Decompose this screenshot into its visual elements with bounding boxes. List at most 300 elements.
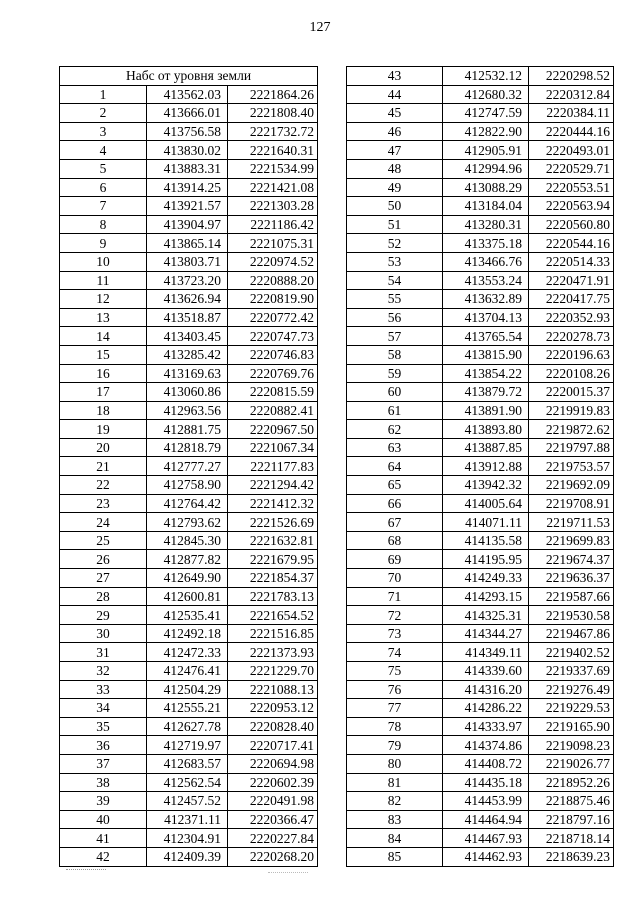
y-coordinate-cell: 2220108.26 — [529, 364, 614, 383]
y-coordinate-cell: 2220772.42 — [228, 308, 318, 327]
point-number-cell: 38 — [60, 773, 147, 792]
y-coordinate-cell: 2220544.16 — [529, 234, 614, 253]
x-coordinate-cell: 414316.20 — [443, 680, 529, 699]
table-row — [347, 810, 614, 829]
y-coordinate-cell: 2220493.01 — [529, 141, 614, 160]
x-coordinate-cell: 413883.31 — [147, 159, 228, 178]
y-coordinate-cell: 2220352.93 — [529, 308, 614, 327]
table-row — [347, 67, 614, 86]
table-row — [60, 85, 318, 104]
table-row — [347, 271, 614, 290]
y-coordinate-cell: 2220815.59 — [228, 383, 318, 402]
x-coordinate-cell: 413466.76 — [443, 252, 529, 271]
x-coordinate-cell: 413666.01 — [147, 104, 228, 123]
x-coordinate-cell: 413815.90 — [443, 345, 529, 364]
point-number-cell: 41 — [60, 829, 147, 848]
point-number-cell: 47 — [347, 141, 443, 160]
x-coordinate-cell: 413830.02 — [147, 141, 228, 160]
point-number-cell: 73 — [347, 624, 443, 643]
y-coordinate-cell: 2219711.53 — [529, 513, 614, 532]
point-number-cell: 27 — [60, 569, 147, 588]
x-coordinate-cell: 414349.11 — [443, 643, 529, 662]
x-coordinate-cell: 412905.91 — [443, 141, 529, 160]
x-coordinate-cell: 414467.93 — [443, 829, 529, 848]
table-row — [347, 494, 614, 513]
point-number-cell: 65 — [347, 476, 443, 495]
table-row — [347, 531, 614, 550]
table-row — [347, 85, 614, 104]
point-number-cell: 49 — [347, 178, 443, 197]
table-row — [60, 364, 318, 383]
table-row — [60, 178, 318, 197]
x-coordinate-cell: 412409.39 — [147, 847, 228, 866]
x-coordinate-cell: 412535.41 — [147, 606, 228, 625]
table-row — [347, 699, 614, 718]
table-row — [347, 754, 614, 773]
x-coordinate-cell: 412476.41 — [147, 662, 228, 681]
point-number-cell: 77 — [347, 699, 443, 718]
point-number-cell: 8 — [60, 215, 147, 234]
y-coordinate-cell: 2221421.08 — [228, 178, 318, 197]
point-number-cell: 5 — [60, 159, 147, 178]
y-coordinate-cell: 2218952.26 — [529, 773, 614, 792]
table-row — [347, 606, 614, 625]
y-coordinate-cell: 2220694.98 — [228, 754, 318, 773]
y-coordinate-cell: 2220560.80 — [529, 215, 614, 234]
x-coordinate-cell: 412457.52 — [147, 792, 228, 811]
x-coordinate-cell: 412777.27 — [147, 457, 228, 476]
table-row — [347, 717, 614, 736]
x-coordinate-cell: 412371.11 — [147, 810, 228, 829]
y-coordinate-cell: 2219753.57 — [529, 457, 614, 476]
footer-mark — [66, 869, 106, 870]
y-coordinate-cell: 2221534.99 — [228, 159, 318, 178]
y-coordinate-cell: 2220563.94 — [529, 197, 614, 216]
x-coordinate-cell: 413184.04 — [443, 197, 529, 216]
table-row — [347, 420, 614, 439]
point-number-cell: 17 — [60, 383, 147, 402]
table-row — [347, 736, 614, 755]
y-coordinate-cell: 2219026.77 — [529, 754, 614, 773]
table-row — [60, 252, 318, 271]
y-coordinate-cell: 2221864.26 — [228, 85, 318, 104]
point-number-cell: 39 — [60, 792, 147, 811]
x-coordinate-cell: 412680.32 — [443, 85, 529, 104]
y-coordinate-cell: 2220471.91 — [529, 271, 614, 290]
coordinates-table-left — [59, 66, 318, 867]
x-coordinate-cell: 414195.95 — [443, 550, 529, 569]
x-coordinate-cell: 413723.20 — [147, 271, 228, 290]
y-coordinate-cell: 2220227.84 — [228, 829, 318, 848]
x-coordinate-cell: 413887.85 — [443, 438, 529, 457]
point-number-cell: 55 — [347, 290, 443, 309]
x-coordinate-cell: 414453.99 — [443, 792, 529, 811]
table-row — [60, 438, 318, 457]
x-coordinate-cell: 412627.78 — [147, 717, 228, 736]
point-number-cell: 35 — [60, 717, 147, 736]
table-row — [347, 662, 614, 681]
table-row — [60, 141, 318, 160]
y-coordinate-cell: 2220312.84 — [529, 85, 614, 104]
y-coordinate-cell: 2220196.63 — [529, 345, 614, 364]
point-number-cell: 56 — [347, 308, 443, 327]
y-coordinate-cell: 2220553.51 — [529, 178, 614, 197]
x-coordinate-cell: 413879.72 — [443, 383, 529, 402]
y-coordinate-cell: 2220746.83 — [228, 345, 318, 364]
y-coordinate-cell: 2220298.52 — [529, 67, 614, 86]
point-number-cell: 31 — [60, 643, 147, 662]
point-number-cell: 11 — [60, 271, 147, 290]
table-row — [60, 327, 318, 346]
x-coordinate-cell: 412994.96 — [443, 159, 529, 178]
point-number-cell: 61 — [347, 401, 443, 420]
y-coordinate-cell: 2219708.91 — [529, 494, 614, 513]
point-number-cell: 62 — [347, 420, 443, 439]
y-coordinate-cell: 2219165.90 — [529, 717, 614, 736]
point-number-cell: 46 — [347, 122, 443, 141]
table-row — [60, 383, 318, 402]
point-number-cell: 24 — [60, 513, 147, 532]
point-number-cell: 71 — [347, 587, 443, 606]
point-number-cell: 68 — [347, 531, 443, 550]
x-coordinate-cell: 412881.75 — [147, 420, 228, 439]
point-number-cell: 7 — [60, 197, 147, 216]
table-header: Набс от уровня земли — [60, 67, 318, 86]
table-row — [60, 531, 318, 550]
point-number-cell: 33 — [60, 680, 147, 699]
point-number-cell: 79 — [347, 736, 443, 755]
y-coordinate-cell: 2219636.37 — [529, 569, 614, 588]
y-coordinate-cell: 2220974.52 — [228, 252, 318, 271]
table-row — [60, 457, 318, 476]
point-number-cell: 54 — [347, 271, 443, 290]
table-row — [60, 624, 318, 643]
point-number-cell: 42 — [60, 847, 147, 866]
point-number-cell: 81 — [347, 773, 443, 792]
table-row — [347, 364, 614, 383]
y-coordinate-cell: 2221854.37 — [228, 569, 318, 588]
point-number-cell: 4 — [60, 141, 147, 160]
point-number-cell: 22 — [60, 476, 147, 495]
point-number-cell: 82 — [347, 792, 443, 811]
table-row — [347, 438, 614, 457]
x-coordinate-cell: 414293.15 — [443, 587, 529, 606]
x-coordinate-cell: 414135.58 — [443, 531, 529, 550]
point-number-cell: 67 — [347, 513, 443, 532]
y-coordinate-cell: 2219530.58 — [529, 606, 614, 625]
y-coordinate-cell: 2220514.33 — [529, 252, 614, 271]
point-number-cell: 64 — [347, 457, 443, 476]
y-coordinate-cell: 2221303.28 — [228, 197, 318, 216]
point-number-cell: 12 — [60, 290, 147, 309]
table-row — [60, 810, 318, 829]
point-number-cell: 48 — [347, 159, 443, 178]
y-coordinate-cell: 2219587.66 — [529, 587, 614, 606]
table-row — [60, 234, 318, 253]
x-coordinate-cell: 413518.87 — [147, 308, 228, 327]
x-coordinate-cell: 413942.32 — [443, 476, 529, 495]
y-coordinate-cell: 2220278.73 — [529, 327, 614, 346]
x-coordinate-cell: 412845.30 — [147, 531, 228, 550]
table-row — [60, 754, 318, 773]
point-number-cell: 59 — [347, 364, 443, 383]
point-number-cell: 10 — [60, 252, 147, 271]
x-coordinate-cell: 413921.57 — [147, 197, 228, 216]
table-row — [60, 847, 318, 866]
point-number-cell: 3 — [60, 122, 147, 141]
y-coordinate-cell: 2221783.13 — [228, 587, 318, 606]
table-row — [347, 829, 614, 848]
point-number-cell: 44 — [347, 85, 443, 104]
x-coordinate-cell: 412793.62 — [147, 513, 228, 532]
x-coordinate-cell: 412963.56 — [147, 401, 228, 420]
footer-mark — [268, 872, 308, 873]
x-coordinate-cell: 412877.82 — [147, 550, 228, 569]
x-coordinate-cell: 414286.22 — [443, 699, 529, 718]
y-coordinate-cell: 2221732.72 — [228, 122, 318, 141]
x-coordinate-cell: 412472.33 — [147, 643, 228, 662]
y-coordinate-cell: 2219098.23 — [529, 736, 614, 755]
point-number-cell: 53 — [347, 252, 443, 271]
table-row — [60, 717, 318, 736]
y-coordinate-cell: 2221067.34 — [228, 438, 318, 457]
table-row — [60, 420, 318, 439]
table-row — [60, 104, 318, 123]
table-row — [347, 178, 614, 197]
page-number: 127 — [309, 20, 331, 35]
y-coordinate-cell: 2220417.75 — [529, 290, 614, 309]
x-coordinate-cell: 414005.64 — [443, 494, 529, 513]
table-row — [60, 513, 318, 532]
y-coordinate-cell: 2219337.69 — [529, 662, 614, 681]
y-coordinate-cell: 2220769.76 — [228, 364, 318, 383]
table-row — [60, 699, 318, 718]
y-coordinate-cell: 2221373.93 — [228, 643, 318, 662]
x-coordinate-cell: 412504.29 — [147, 680, 228, 699]
y-coordinate-cell: 2221679.95 — [228, 550, 318, 569]
point-number-cell: 84 — [347, 829, 443, 848]
table-row — [347, 141, 614, 160]
x-coordinate-cell: 413893.80 — [443, 420, 529, 439]
point-number-cell: 25 — [60, 531, 147, 550]
x-coordinate-cell: 414249.33 — [443, 569, 529, 588]
x-coordinate-cell: 412649.90 — [147, 569, 228, 588]
y-coordinate-cell: 2221186.42 — [228, 215, 318, 234]
x-coordinate-cell: 413891.90 — [443, 401, 529, 420]
table-row — [60, 494, 318, 513]
point-number-cell: 18 — [60, 401, 147, 420]
table-row — [347, 383, 614, 402]
x-coordinate-cell: 414344.27 — [443, 624, 529, 643]
table-row — [60, 197, 318, 216]
y-coordinate-cell: 2220882.41 — [228, 401, 318, 420]
x-coordinate-cell: 412822.90 — [443, 122, 529, 141]
point-number-cell: 83 — [347, 810, 443, 829]
point-number-cell: 2 — [60, 104, 147, 123]
table-row — [60, 401, 318, 420]
y-coordinate-cell: 2220529.71 — [529, 159, 614, 178]
y-coordinate-cell: 2221177.83 — [228, 457, 318, 476]
point-number-cell: 80 — [347, 754, 443, 773]
point-number-cell: 36 — [60, 736, 147, 755]
y-coordinate-cell: 2219797.88 — [529, 438, 614, 457]
y-coordinate-cell: 2220747.73 — [228, 327, 318, 346]
table-row — [60, 606, 318, 625]
y-coordinate-cell: 2220717.41 — [228, 736, 318, 755]
y-coordinate-cell: 2220366.47 — [228, 810, 318, 829]
table-row — [60, 643, 318, 662]
x-coordinate-cell: 412818.79 — [147, 438, 228, 457]
table-row — [347, 159, 614, 178]
table-row — [347, 513, 614, 532]
point-number-cell: 20 — [60, 438, 147, 457]
table-row — [60, 792, 318, 811]
y-coordinate-cell: 2219692.09 — [529, 476, 614, 495]
coordinates-table-right — [346, 66, 614, 867]
point-number-cell: 40 — [60, 810, 147, 829]
y-coordinate-cell: 2221516.85 — [228, 624, 318, 643]
x-coordinate-cell: 414462.93 — [443, 847, 529, 866]
y-coordinate-cell: 2220888.20 — [228, 271, 318, 290]
table-row — [347, 773, 614, 792]
x-coordinate-cell: 413803.71 — [147, 252, 228, 271]
x-coordinate-cell: 412492.18 — [147, 624, 228, 643]
x-coordinate-cell: 412532.12 — [443, 67, 529, 86]
y-coordinate-cell: 2221654.52 — [228, 606, 318, 625]
y-coordinate-cell: 2220491.98 — [228, 792, 318, 811]
point-number-cell: 14 — [60, 327, 147, 346]
y-coordinate-cell: 2218797.16 — [529, 810, 614, 829]
table-row — [60, 345, 318, 364]
table-row — [60, 680, 318, 699]
point-number-cell: 58 — [347, 345, 443, 364]
table-row — [60, 587, 318, 606]
y-coordinate-cell: 2219467.86 — [529, 624, 614, 643]
x-coordinate-cell: 413904.97 — [147, 215, 228, 234]
point-number-cell: 57 — [347, 327, 443, 346]
table-row — [347, 215, 614, 234]
y-coordinate-cell: 2220828.40 — [228, 717, 318, 736]
x-coordinate-cell: 414339.60 — [443, 662, 529, 681]
x-coordinate-cell: 413375.18 — [443, 234, 529, 253]
table-row — [347, 680, 614, 699]
point-number-cell: 26 — [60, 550, 147, 569]
table-row — [347, 197, 614, 216]
x-coordinate-cell: 412600.81 — [147, 587, 228, 606]
point-number-cell: 21 — [60, 457, 147, 476]
y-coordinate-cell: 2221632.81 — [228, 531, 318, 550]
y-coordinate-cell: 2220953.12 — [228, 699, 318, 718]
point-number-cell: 13 — [60, 308, 147, 327]
x-coordinate-cell: 413285.42 — [147, 345, 228, 364]
table-row — [347, 476, 614, 495]
point-number-cell: 43 — [347, 67, 443, 86]
y-coordinate-cell: 2219276.49 — [529, 680, 614, 699]
point-number-cell: 37 — [60, 754, 147, 773]
x-coordinate-cell: 412562.54 — [147, 773, 228, 792]
y-coordinate-cell: 2221808.40 — [228, 104, 318, 123]
point-number-cell: 72 — [347, 606, 443, 625]
y-coordinate-cell: 2220819.90 — [228, 290, 318, 309]
x-coordinate-cell: 413562.03 — [147, 85, 228, 104]
x-coordinate-cell: 413704.13 — [443, 308, 529, 327]
point-number-cell: 51 — [347, 215, 443, 234]
point-number-cell: 76 — [347, 680, 443, 699]
point-number-cell: 75 — [347, 662, 443, 681]
y-coordinate-cell: 2220602.39 — [228, 773, 318, 792]
point-number-cell: 23 — [60, 494, 147, 513]
table-row — [60, 829, 318, 848]
x-coordinate-cell: 413553.24 — [443, 271, 529, 290]
point-number-cell: 63 — [347, 438, 443, 457]
y-coordinate-cell: 2220967.50 — [228, 420, 318, 439]
point-number-cell: 52 — [347, 234, 443, 253]
table-row — [347, 290, 614, 309]
point-number-cell: 1 — [60, 85, 147, 104]
table-row — [60, 773, 318, 792]
table-row — [347, 847, 614, 866]
table-row — [347, 252, 614, 271]
table-row — [347, 587, 614, 606]
point-number-cell: 15 — [60, 345, 147, 364]
y-coordinate-cell: 2218875.46 — [529, 792, 614, 811]
table-row — [60, 122, 318, 141]
x-coordinate-cell: 412758.90 — [147, 476, 228, 495]
table-row — [60, 550, 318, 569]
x-coordinate-cell: 413914.25 — [147, 178, 228, 197]
x-coordinate-cell: 414333.97 — [443, 717, 529, 736]
y-coordinate-cell: 2221229.70 — [228, 662, 318, 681]
x-coordinate-cell: 413765.54 — [443, 327, 529, 346]
point-number-cell: 6 — [60, 178, 147, 197]
point-number-cell: 9 — [60, 234, 147, 253]
x-coordinate-cell: 414408.72 — [443, 754, 529, 773]
point-number-cell: 60 — [347, 383, 443, 402]
y-coordinate-cell: 2221640.31 — [228, 141, 318, 160]
x-coordinate-cell: 414464.94 — [443, 810, 529, 829]
table-row — [347, 569, 614, 588]
table-row — [60, 476, 318, 495]
point-number-cell: 29 — [60, 606, 147, 625]
table-row — [60, 159, 318, 178]
table-row — [347, 308, 614, 327]
table-row — [347, 122, 614, 141]
x-coordinate-cell: 412747.59 — [443, 104, 529, 123]
table-row — [347, 792, 614, 811]
x-coordinate-cell: 412764.42 — [147, 494, 228, 513]
x-coordinate-cell: 413626.94 — [147, 290, 228, 309]
point-number-cell: 16 — [60, 364, 147, 383]
x-coordinate-cell: 414071.11 — [443, 513, 529, 532]
table-row — [347, 401, 614, 420]
table-row — [347, 624, 614, 643]
y-coordinate-cell: 2220015.37 — [529, 383, 614, 402]
table-row — [347, 234, 614, 253]
y-coordinate-cell: 2219919.83 — [529, 401, 614, 420]
table-row — [347, 550, 614, 569]
point-number-cell: 74 — [347, 643, 443, 662]
y-coordinate-cell: 2219699.83 — [529, 531, 614, 550]
y-coordinate-cell: 2220444.16 — [529, 122, 614, 141]
x-coordinate-cell: 413854.22 — [443, 364, 529, 383]
x-coordinate-cell: 413088.29 — [443, 178, 529, 197]
table-row — [60, 736, 318, 755]
y-coordinate-cell: 2221526.69 — [228, 513, 318, 532]
point-number-cell: 19 — [60, 420, 147, 439]
table-row — [347, 643, 614, 662]
x-coordinate-cell: 414374.86 — [443, 736, 529, 755]
y-coordinate-cell: 2218718.14 — [529, 829, 614, 848]
